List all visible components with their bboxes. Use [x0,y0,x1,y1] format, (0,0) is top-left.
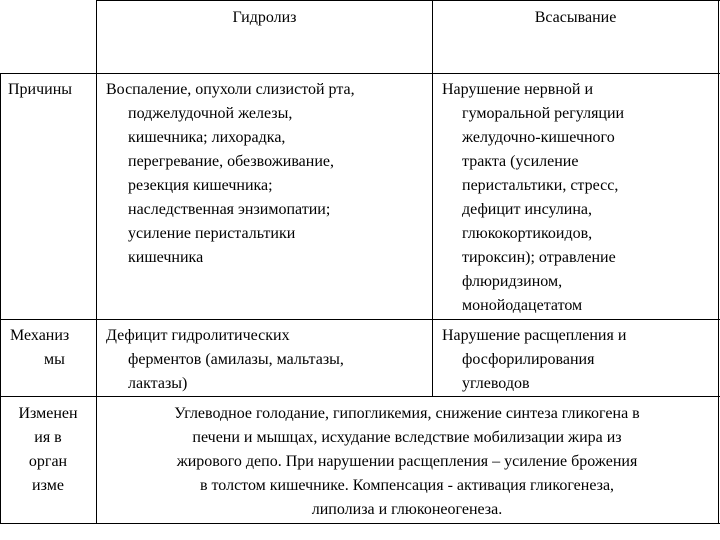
cell-line: дефицит инсулина, [462,201,593,218]
cell-line: жирового депо. При нарушении расщепления – усиление брожения [176,453,638,470]
cell-line: Углеводное голодание, гипогликемия, снижение синтеза гликогена в [174,405,640,422]
cell-line: флюридзином, [462,273,563,290]
table-border-right [718,0,719,524]
cell-line: поджелудочной железы, [128,105,293,122]
cell-line: резекция кишечника; [128,177,273,194]
label-line: мы [44,351,65,368]
cell-line: липолиза и глюконеогенеза. [311,501,503,518]
table-border-bottom [0,523,720,524]
label-line: Изменен [18,405,78,422]
cell-line: перистальтики, стресс, [462,177,619,194]
cell-line: ферментов (амилазы, мальтазы, [128,351,344,368]
table-rule-row2 [0,396,720,397]
cell-line: наследственная энзимопатии; [128,201,331,218]
cell-line: кишечника; лихорадка, [128,129,286,146]
cell-line: Нарушение нервной и [442,81,593,98]
cell-line: Воспаление, опухоли слизистой рта, [106,81,355,98]
table-border-top [96,0,720,1]
table-col-divider-2 [432,0,433,320]
cell-line: Нарушение расщепления и [442,327,627,344]
table-col-divider-2b [432,319,433,397]
cell-line: Дефицит гидролитических [106,327,290,344]
header-absorption: Всасывание [534,9,617,26]
cell-line: усиление перистальтики [128,225,296,242]
cell-line: кишечника [128,249,204,266]
row-label-causes: Причины [8,81,73,98]
label-line: изме [32,477,64,494]
table-rule-row1 [0,319,720,320]
cell-line: гуморальной регуляции [462,105,625,122]
cell-line: перегревание, обезвоживание, [128,153,334,170]
cell-line: монойодацетатом [462,297,583,314]
cell-line: тракта (усиление [462,153,579,170]
label-line: ия в [34,429,62,446]
table-rule-header [0,73,720,74]
cell-line: углеводов [462,375,530,392]
cell-line: тироксин); отравление [462,249,616,266]
cell-line: глюкокортикоидов, [462,225,593,242]
label-line: орган [28,453,68,470]
label-line: Механиз [10,327,70,344]
header-hydrolysis: Гидролиз [232,9,297,26]
cell-line: желудочно-кишечного [462,129,615,146]
cell-line: лактазы) [128,375,188,392]
cell-line: в толстом кишечнике. Компенсация - активация гликогенеза, [199,477,615,494]
cell-line: фосфорилирования [462,351,595,368]
cell-line: печени и мышцах, исхудание вследствие мобилизации жира из [192,429,622,446]
